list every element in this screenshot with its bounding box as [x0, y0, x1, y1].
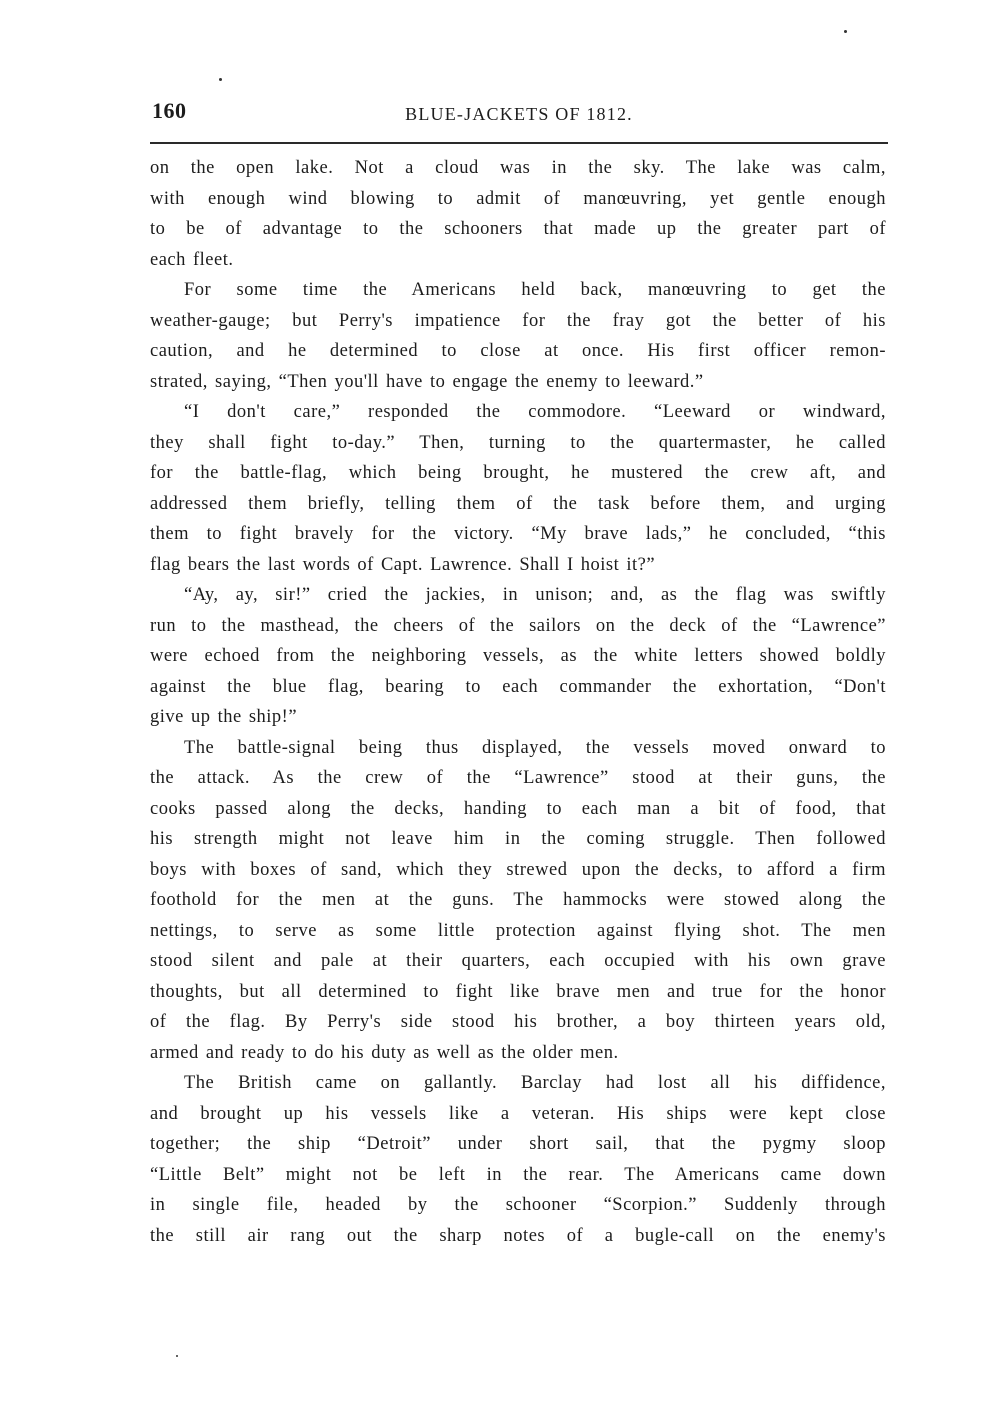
- text-line: give up the ship!”: [150, 707, 298, 727]
- header-rule: [150, 142, 888, 144]
- text-line: each fleet.: [150, 249, 234, 270]
- text-line: with enough wind blowing to admit of manœuvring, yet gentle enough: [150, 188, 886, 209]
- text-line: thoughts, but all determined to fight like brave men and true for the honor: [150, 981, 886, 1002]
- text-line: and brought up his vessels like a veteran. His ships were kept close: [150, 1103, 886, 1124]
- text-line: flag bears the last words of Capt. Lawrence. Shall I hoist it?”: [150, 554, 656, 575]
- paragraph: [150, 733, 886, 1069]
- paragraph: [150, 153, 886, 275]
- text-line: “Little Belt” might not be left in the rear. The Americans came down: [150, 1164, 886, 1185]
- text-line: stood silent and pale at their quarters, each occupied with his own grave: [150, 951, 886, 971]
- text-line: to be of advantage to the schooners that made up the greater part of: [150, 219, 886, 239]
- text-line: they shall fight to-day.” Then, turning to the quartermaster, he called: [150, 432, 886, 453]
- text-line: foothold for the men at the guns. The hammocks were stowed along the: [150, 890, 886, 910]
- text-line: together; the ship “Detroit” under short sail, that the pygmy sloop: [150, 1134, 886, 1154]
- text-line: the attack. As the crew of the “Lawrence” stood at their guns, the: [150, 768, 886, 788]
- text-line: were echoed from the neighboring vessels, as the white letters showed boldly: [150, 646, 886, 666]
- paragraph: [150, 275, 886, 397]
- scan-speck: [176, 1355, 178, 1357]
- text-line: on the open lake. Not a cloud was in the sky. The lake was calm,: [150, 158, 886, 178]
- paragraph: [150, 580, 886, 733]
- text-line: his strength might not leave him in the coming struggle. Then followed: [150, 829, 886, 849]
- text-line: addressed them briefly, telling them of the task before them, and urging: [150, 493, 886, 514]
- text-line: The British came on gallantly. Barclay had lost all his diffidence,: [184, 1073, 886, 1093]
- text-line: boys with boxes of sand, which they strewed upon the decks, to afford a firm: [150, 859, 886, 880]
- paragraph: [150, 397, 886, 580]
- text-line: “I don't care,” responded the commodore. “Leeward or windward,: [184, 402, 886, 422]
- text-line: nettings, to serve as some little protection against flying shot. The men: [150, 920, 886, 941]
- page-header: [150, 98, 888, 132]
- text-line: the still air rang out the sharp notes of a bugle-call on the enemy's: [150, 1225, 886, 1246]
- scan-speck: [219, 78, 222, 81]
- text-line: run to the masthead, the cheers of the sailors on the deck of the “Lawrence”: [150, 615, 886, 636]
- text-line: for the battle-flag, which being brought, he mustered the crew aft, and: [150, 463, 886, 483]
- text-line: caution, and he determined to close at once. His first officer remon-: [150, 341, 886, 361]
- running-title: BLUE-JACKETS OF 1812.: [405, 104, 633, 124]
- text-line: against the blue flag, bearing to each commander the exhortation, “Don't: [150, 676, 886, 697]
- text-line: For some time the Americans held back, manœuvring to get the: [184, 280, 886, 300]
- text-line: strated, saying, “Then you'll have to engage the enemy to leeward.”: [150, 371, 704, 392]
- text-line: The battle-signal being thus displayed, the vessels moved onward to: [184, 737, 886, 758]
- text-line: weather-gauge; but Perry's impatience for the fray got the better of his: [150, 310, 886, 331]
- text-line: “Ay, ay, sir!” cried the jackies, in unison; and, as the flag was swiftly: [184, 585, 886, 605]
- text-line: armed and ready to do his duty as well as the older men.: [150, 1042, 619, 1063]
- page-number: 160: [152, 98, 187, 123]
- text-line: of the flag. By Perry's side stood his brother, a boy thirteen years old,: [150, 1012, 886, 1032]
- scan-speck: [844, 30, 847, 33]
- text-line: in single file, headed by the schooner “Scorpion.” Suddenly through: [150, 1195, 886, 1215]
- text-line: cooks passed along the decks, handing to each man a bit of food, that: [150, 798, 886, 819]
- body-text: [150, 153, 886, 1251]
- text-line: them to fight bravely for the victory. “My brave lads,” he concluded, “this: [150, 524, 886, 544]
- paragraph: [150, 1068, 886, 1251]
